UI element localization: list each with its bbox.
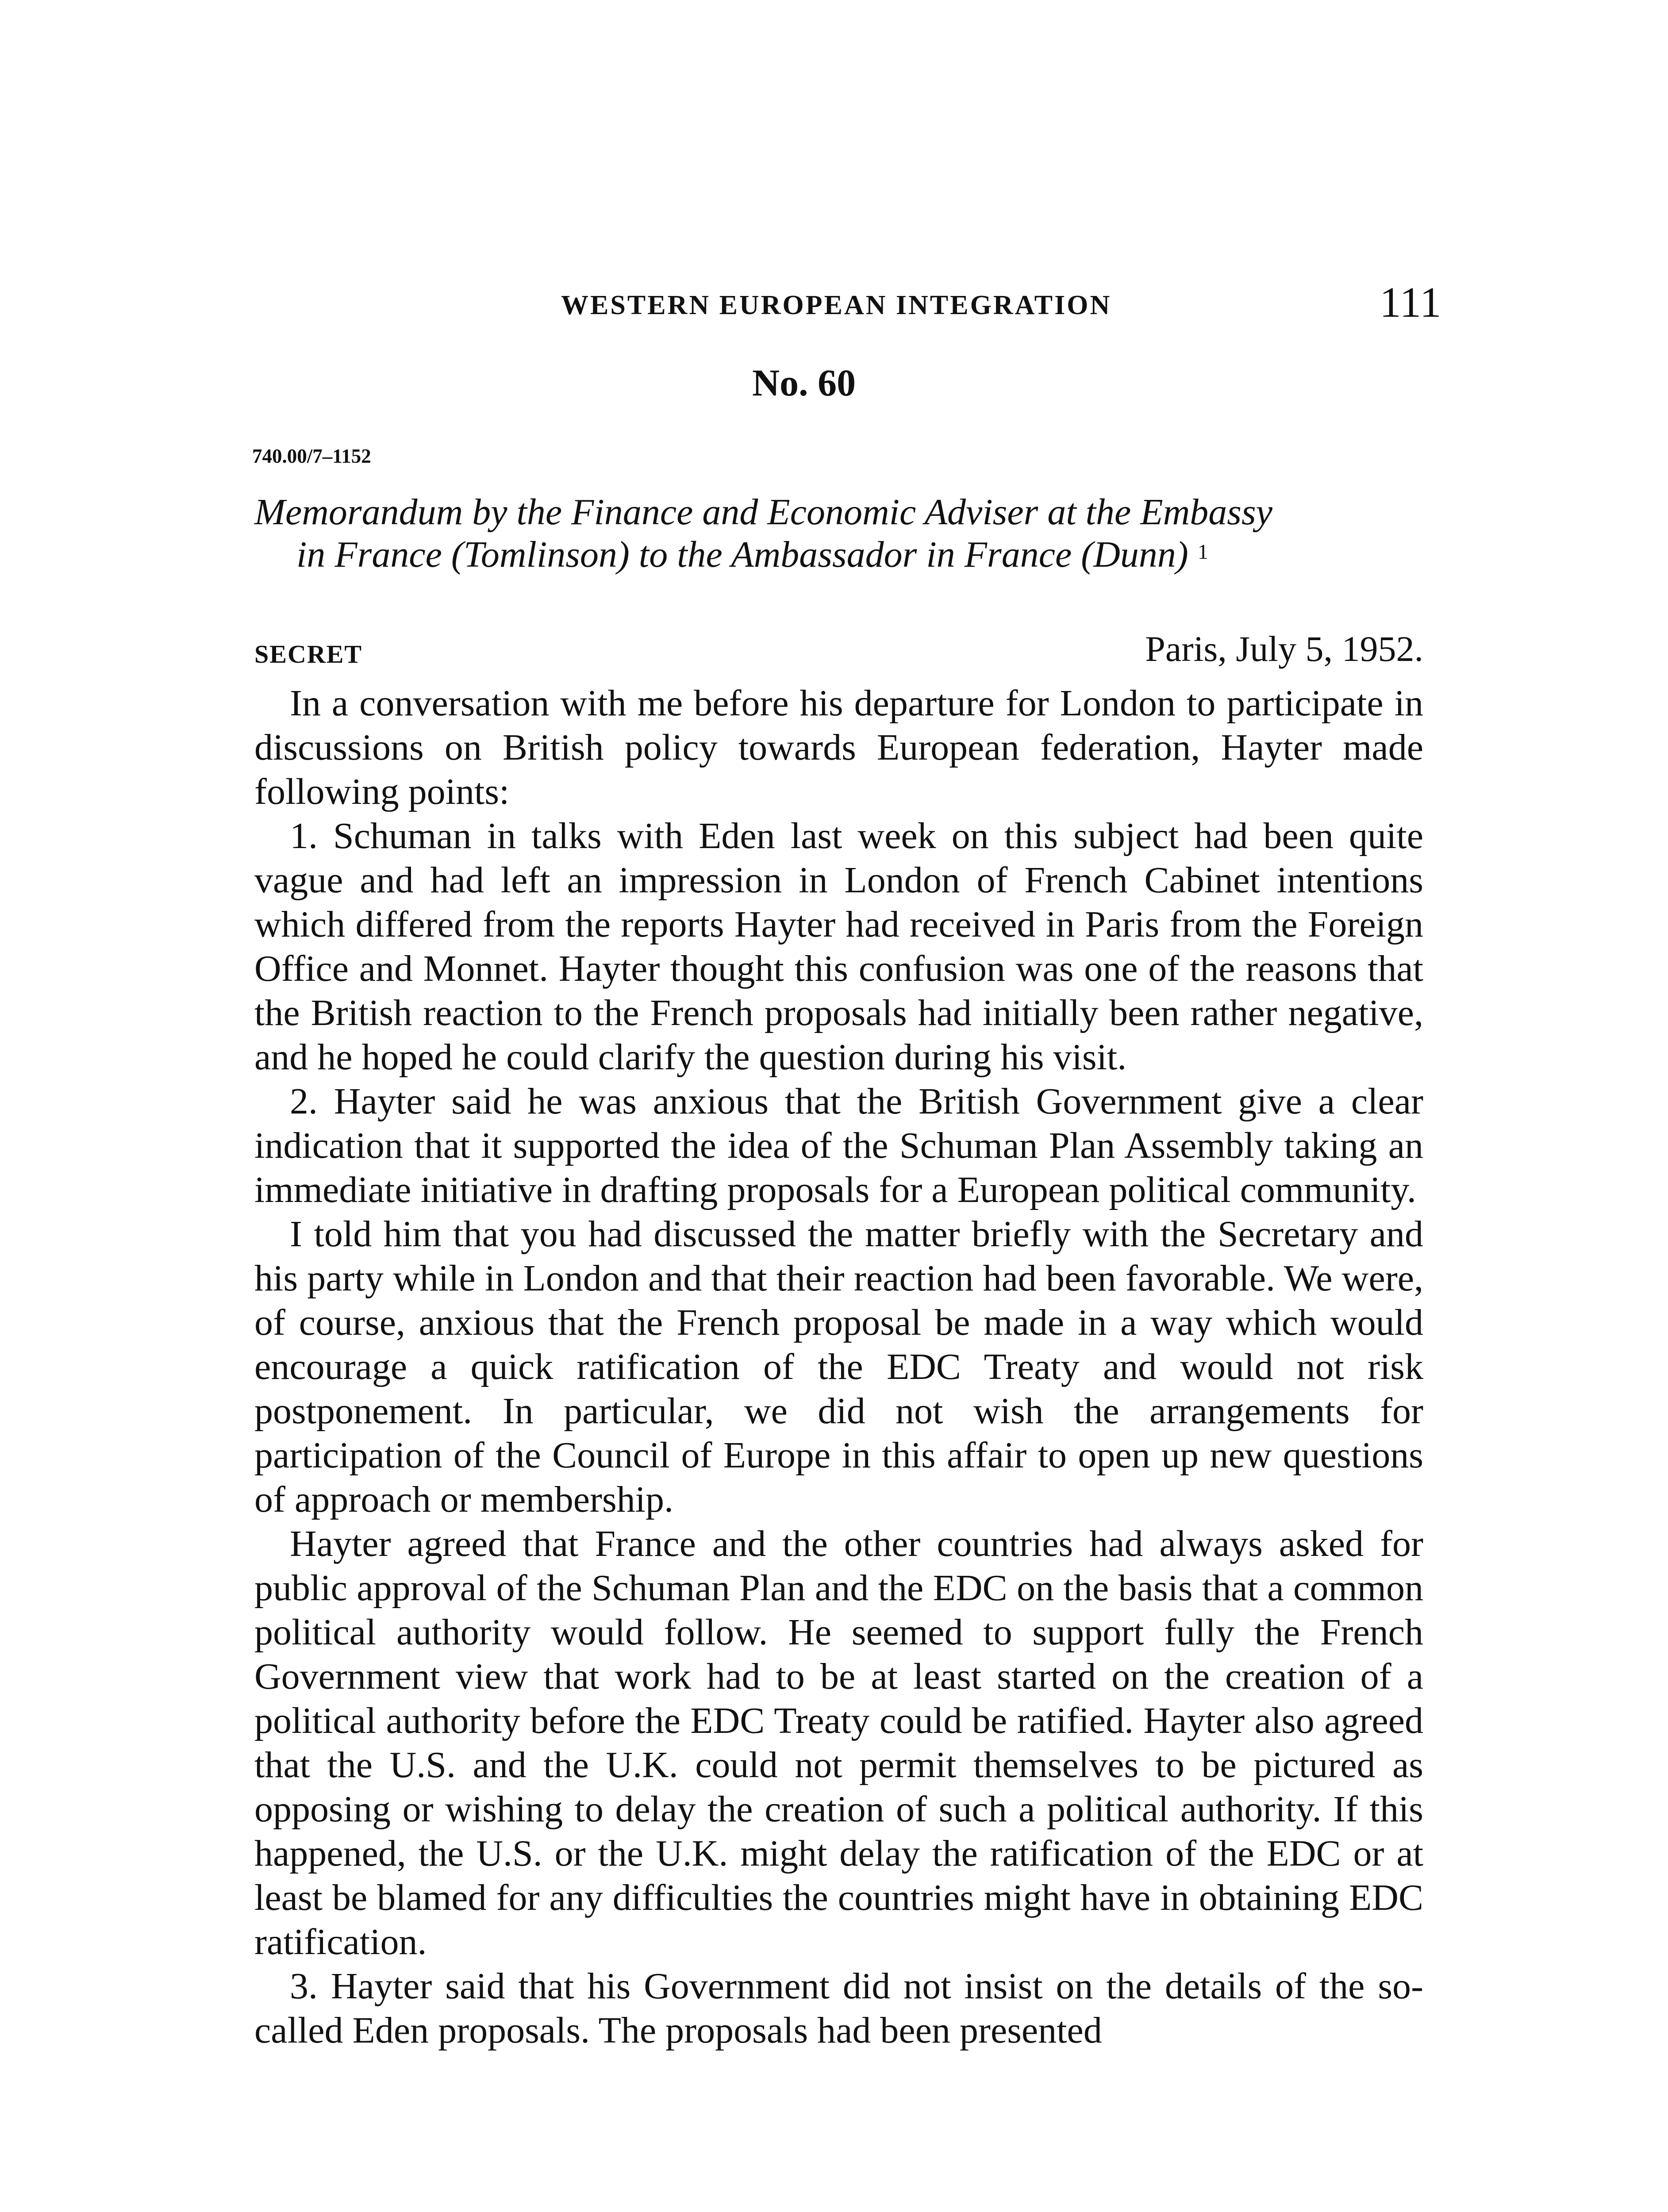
title-footnote-marker: 1 [1197,540,1208,564]
page-number: 111 [1380,279,1441,326]
memo-body [254,681,1423,2053]
document-title-line-2-text: in France (Tomlinson) to the Ambassador in France (Dunn) [296,534,1188,575]
place-date: Paris, July 5, 1952. [1145,629,1423,669]
body-paragraph-2: 1. Schuman in talks with Eden last week on this subject had been quite vague and had left an impression in London of French Cabinet intentions which differed from the reports Hayter had received in Paris from the Foreign Office and Monnet. Hayter thought this confusion was one of the reasons that the British reaction to the French proposals had initially been rather negative, and he hoped he could clarify the question during his visit. [254,815,1423,1078]
document-title-line-2 [254,534,1449,576]
document-title [254,491,1449,576]
body-paragraph-5: Hayter agreed that France and the other countries had always asked for public approval of the Schuman Plan and the EDC on the basis that a common political authority would follow. He seemed to support fully the French Government view that work had to be at least started on the creation of a political authority before the EDC Treaty could be ratified. Hayter also agreed that the U.S. and the U.K. could not permit themselves to be pictured as opposing or wishing to delay the creation of such a political authority. If this happened, the U.S. or the U.K. might delay the ratification of the EDC or at least be blamed for any difficulties the countries might have in obtaining EDC ratification. [254,1523,1423,1962]
running-head: WESTERN EUROPEAN INTEGRATION [561,290,1112,320]
body-paragraph-3: 2. Hayter said he was anxious that the British Government give a clear indication that it supported the idea of the Schuman Plan Assembly taking an immediate initiative in drafting proposals for a European political community. [254,1081,1423,1210]
file-number: 740.00/7–1152 [252,445,371,467]
body-paragraph-6: 3. Hayter said that his Government did not insist on the details of the so-called Eden proposals. The proposals had been presented [254,1966,1423,2051]
classification-label: SECRET [254,640,363,668]
document-number: No. 60 [752,361,856,404]
document-title-line-1: Memorandum by the Finance and Economic Adviser at the Embassy [254,492,1272,533]
body-paragraph-4: I told him that you had discussed the matter briefly with the Secretary and his party while in London and that their reaction had been favorable. We were, of course, anxious that the French proposal be made in a way which would encourage a quick ratification of the EDC Treaty and would not risk postponement. In particular, we did not wish the arrangements for participation of the Council of Europe in this affair to open up new questions of approach or membership. [254,1214,1423,1520]
body-paragraph-1: In a conversation with me before his departure for London to participate in discussions on British policy towards European federation, Hayter made following points: [254,683,1423,812]
